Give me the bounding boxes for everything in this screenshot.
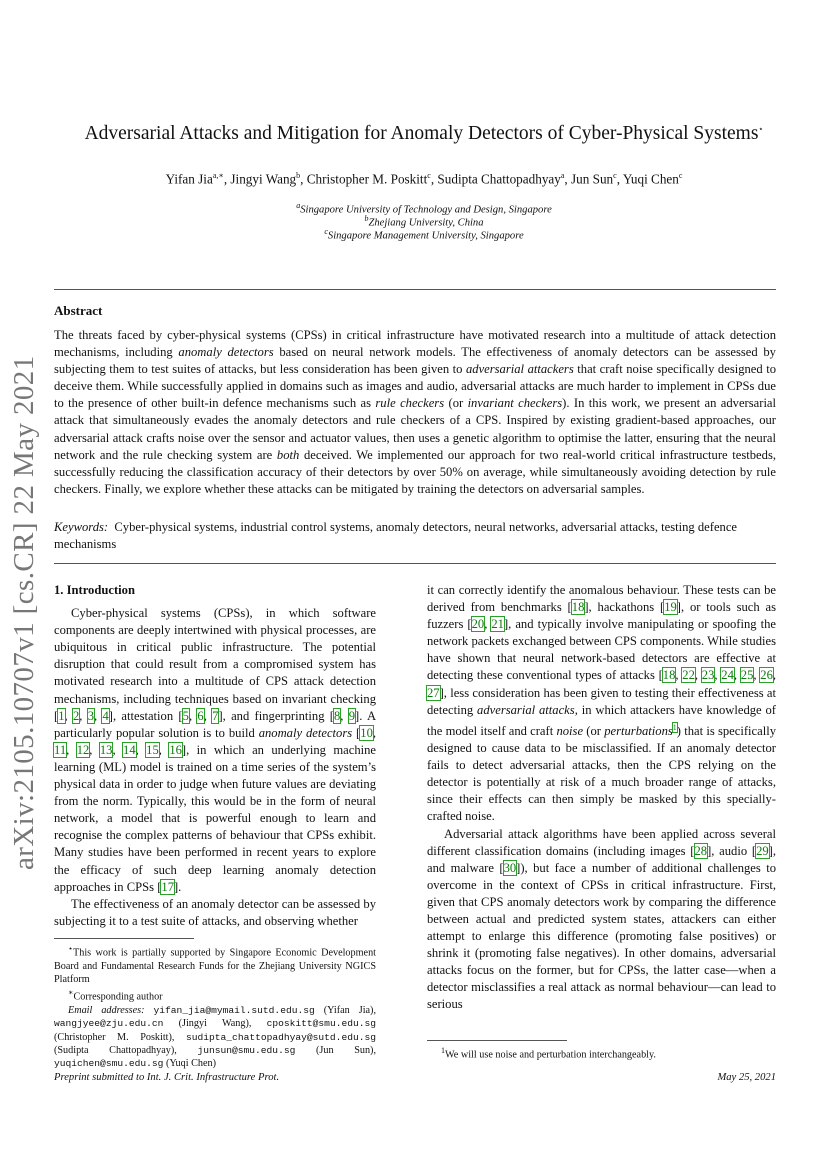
citation-link[interactable]: 20: [471, 617, 485, 632]
author-name: Yifan Jia: [165, 171, 213, 187]
keywords: [54, 519, 776, 553]
left-column: [54, 582, 376, 930]
footer-journal: Preprint submitted to Int. J. Crit. Infrastructure Prot.: [54, 1072, 280, 1083]
author-affiliation-mark: a: [560, 171, 565, 180]
affiliation-b: $^b$Zhejiang University, China: [364, 214, 484, 229]
citation-link[interactable]: 1: [58, 708, 65, 723]
footnote-corresponding: ∗Corresponding author: [68, 988, 163, 1003]
citation-link[interactable]: 15: [146, 742, 159, 757]
citation-link[interactable]: 7: [212, 708, 219, 723]
affiliation-a: $^a$Singapore University of Technology and Design, Singapore: [296, 201, 552, 216]
citation-link[interactable]: 21: [491, 617, 504, 632]
citation-link[interactable]: 30: [503, 860, 517, 875]
citation-link[interactable]: 13: [99, 742, 113, 757]
intro-paragraph-3: it can correctly identify the anomalous behaviour. These tests can be derived from benchmarks [18], hackathons [19], or tools such as fuzzers [20, 21], and typically involve manipulating or spoofing the network packets exchanged between CPS components. While studies have shown that neural network-based detectors are effective at detecting these conventional types of attacks [18, 22, 23, 24, 25, 26, 27], less consideration has been given to testing their effectiveness at detecting adversarial attacks, in which attackers have knowledge of the model itself and craft noise (or perturbations$^1$) that is specifically designed to cause data to be misclassified. If an anomaly detector fails to detect adversarial attacks, then the CPS relying on the detector is potentially at risk of a much broader range of attacks, since their effects can then simply be masked by this specially-crafted noise.: [427, 583, 777, 824]
footnote-funding: ⋆This work is partially supported by Singapore Economic Development Board and Fundamental Research Funds for the Zhejiang University NGICS Platform: [54, 944, 376, 985]
top-divider: [54, 289, 776, 290]
citation-link[interactable]: 6: [197, 708, 204, 723]
author-name: Jun Sun: [571, 171, 614, 187]
citation-link[interactable]: 18: [571, 600, 585, 615]
title-text: Adversarial Attacks and Mitigation for Anomaly Detectors of Cyber-Physical Systems: [84, 123, 759, 144]
email-link[interactable]: cposkitt@smu.edu.sg: [266, 1018, 376, 1030]
intro-paragraph-1: Cyber-physical systems (CPSs), in which software components are deeply intertwined with physical processes, are ubiquitous in critical public infrastructure. The potential disruption that could result from a compromised system has motivated research into a multitude of CPS attack detection mechanisms, including techniques based on invariant checking [1, 2, 3, 4], attestation [5, 6, 7], and fingerprinting [8, 9]. A particularly popular solution is to build anomaly detectors [10, 11, 12, 13, 14, 15, 16], in which an underlying machine learning (ML) model is trained on a time series of the system’s physical data in order to judge when future values are deviating from the norm. Typically, this would be in the form of neural network, a model that is powerful enough to learn and recognise the complex patterns of behaviour that CPSs exhibit. Many studies have been performed in recent years to explore the efficacy of such deep learning anomaly detection approaches in CPSs [17].: [54, 606, 377, 894]
footnotes-left: [54, 942, 376, 1070]
footnote-divider-right: [427, 1040, 567, 1041]
citation-link[interactable]: 27: [427, 685, 440, 700]
citation-link[interactable]: 4: [102, 708, 109, 723]
footnote-divider: [54, 938, 194, 939]
citation-link[interactable]: 8: [333, 708, 341, 723]
abstract-divider: [54, 563, 776, 564]
title-footnote-mark: ⋆: [758, 124, 764, 134]
footnote-emails: Email addresses: yifan_jia@mymail.sutd.edu.sg (Yifan Jia), wangjyee@zju.edu.cn (Jingyi Wang), cposkitt@smu.edu.sg (Christopher M. Poskitt), sudipta_chattopadhyay@sutd.edu.sg (Sudipta Chattopadhyay), junsun@smu.edu.sg (Jun Sun), yuqichen@smu.edu.sg (Yuqi Chen): [54, 1004, 377, 1070]
citation-link[interactable]: 3: [87, 708, 94, 723]
citation-link[interactable]: 16: [169, 742, 182, 757]
citation-link[interactable]: 18: [662, 668, 676, 683]
intro-paragraph-4: Adversarial attack algorithms have been applied across several different classification domains (including images [28], audio [29], and malware [30]), but face a number of additional challenges to overcome in the context of CPSs in critical infrastructure. First, given that CPS anomaly detectors work by comparing the difference between actual and predicted system states, attackers can either attempt to enlarge this difference (promoting false positives) or shrink it (promoting false negatives). In other domains, adversarial attacks focus on the former, but for CPSs, the latter case—when a detector misclassifies a real attack as normal behaviour—can lead to serious: [427, 826, 776, 1012]
citation-link[interactable]: 25: [740, 668, 754, 683]
footnote-ref-link[interactable]: 1: [672, 722, 677, 732]
citation-link[interactable]: 14: [123, 742, 136, 757]
section-heading: 1. Introduction: [54, 583, 135, 597]
author-name: Christopher M. Poskitt: [306, 171, 428, 187]
citation-link[interactable]: 9: [348, 708, 356, 723]
citation-link[interactable]: 23: [701, 668, 715, 683]
email-link[interactable]: yuqichen@smu.edu.sg: [54, 1058, 164, 1070]
citation-link[interactable]: 26: [760, 668, 773, 683]
author-name: Sudipta Chattopadhyay: [437, 171, 561, 187]
paper-title: [40, 123, 808, 145]
email-link[interactable]: sudipta_chattopadhyay@sutd.edu.sg: [186, 1031, 376, 1043]
arxiv-identifier: arXiv:2105.10707v1 [cs.CR] 22 May 2021: [8, 355, 40, 870]
citation-link[interactable]: 24: [721, 668, 734, 683]
author-affiliation-mark: b: [296, 171, 301, 180]
citation-link[interactable]: 17: [161, 879, 174, 894]
right-column: [427, 582, 776, 1014]
email-link[interactable]: junsun@smu.edu.sg: [197, 1044, 296, 1056]
citation-link[interactable]: 19: [664, 600, 677, 615]
author-list: Yifan Jia$^{a,∗}$, Jingyi Wang$^b$, Christopher M. Poskitt$^c$, Sudipta Chattopadhyay$^a$, Jun Sun$^c$, Yuqi Chen$^c$: [165, 171, 683, 187]
intro-paragraph-2: The effectiveness of an anomaly detector can be assessed by subjecting it to a test suite of attacks, and observing whether: [54, 896, 376, 928]
abstract-heading: Abstract: [54, 303, 103, 318]
abstract-body: The threats faced by cyber-physical systems (CPSs) in critical infrastructure have motivated research into a multitude of attack detection mechanisms, including anomaly detectors based on neural network models. The effectiveness of anomaly detectors can be assessed by subjecting them to test suites of attacks, but less consideration has been given to adversarial attackers that craft noise specifically designed to deceive them. While successfully applied in domains such as images and audio, adversarial attacks are much harder to implement in CPSs due to the presence of other built-in defence mechanisms such as rule checkers (or invariant checkers). In this work, we present an adversarial attack that simultaneously evades the anomaly detectors and rule checkers of a CPS. Inspired by existing gradient-based approaches, our adversarial attack crafts noise over the sensor and actuator values, then uses a genetic algorithm to optimise the latter, ensuring that the neural network and the rule checking system are both deceived. We implemented our approach for two real-world critical infrastructure testbeds, successfully reducing the classification accuracy of their detectors by over 50% on average, while simultaneously avoiding detection by rule checkers. Finally, we explore whether these attacks can be mitigated by training the detectors on adversarial samples.: [54, 328, 777, 496]
author-affiliation-mark: c: [427, 171, 431, 180]
citation-link[interactable]: 2: [72, 708, 80, 723]
author-affiliation-mark: c: [613, 171, 617, 180]
citation-link[interactable]: 10: [360, 725, 373, 740]
citation-link[interactable]: 29: [756, 843, 769, 858]
affiliation-c: $^c$Singapore Management University, Singapore: [324, 227, 524, 242]
footer-date: May 25, 2021: [717, 1072, 776, 1083]
author-affiliation-mark: c: [678, 171, 683, 180]
author-name: Yuqi Chen: [622, 171, 679, 187]
citation-link[interactable]: 5: [182, 708, 189, 723]
keywords-label: Keywords:: [54, 520, 109, 534]
citation-link[interactable]: 11: [54, 742, 67, 757]
author-name: Jingyi Wang: [230, 171, 297, 187]
citation-link[interactable]: 28: [694, 843, 708, 858]
keywords-text: Cyber-physical systems, industrial control systems, anomaly detectors, neural networks, adversarial attacks, testing defence mechanisms: [54, 520, 738, 552]
author-affiliation-mark: a,∗: [212, 171, 224, 180]
email-link[interactable]: wangjyee@zju.edu.cn: [54, 1018, 164, 1030]
citation-link[interactable]: 22: [682, 668, 695, 683]
email-link[interactable]: yifan_jia@mymail.sutd.edu.sg: [153, 1004, 315, 1016]
footnote-1: $^1$We will use noise and perturbation interchangeably.: [441, 1046, 656, 1061]
citation-link[interactable]: 12: [76, 742, 90, 757]
